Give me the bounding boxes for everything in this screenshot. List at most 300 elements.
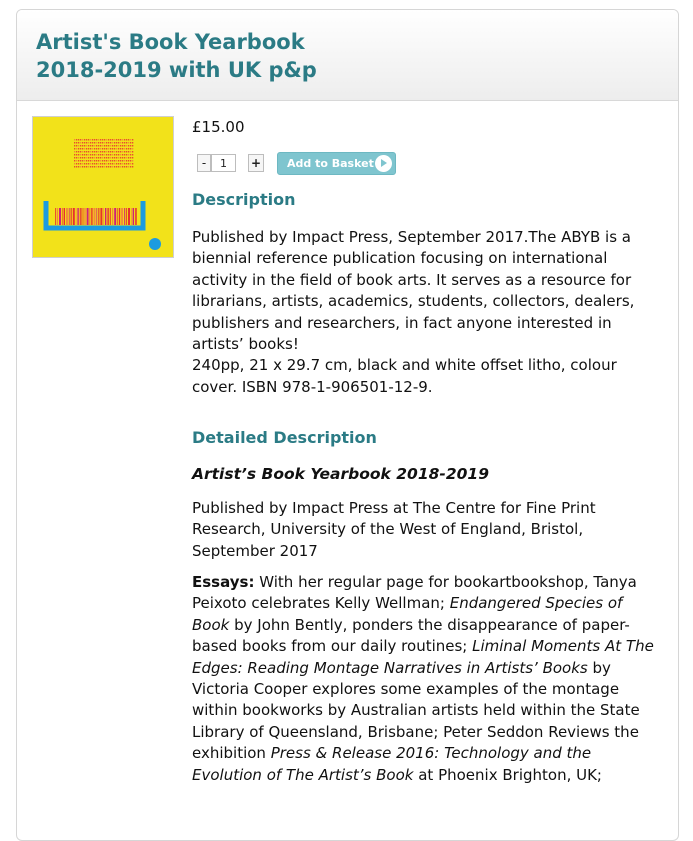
cover-pattern-dot [88, 142, 89, 144]
cover-pattern-dot [124, 157, 125, 159]
cover-pattern-dot [110, 145, 111, 147]
cover-pattern-dot [114, 139, 115, 141]
cover-pattern-dot [94, 154, 95, 156]
cover-barcode-line [126, 208, 127, 225]
cover-pattern-dot [116, 148, 117, 150]
cover-barcode-line [112, 208, 113, 225]
cover-pattern-dot [124, 166, 125, 168]
cover-pattern-dot [84, 145, 85, 147]
cover-pattern-dot [114, 151, 115, 153]
cover-barcode-line [59, 208, 61, 225]
cover-pattern-dot [110, 142, 111, 144]
cover-pattern-dot [86, 163, 87, 165]
cover-pattern-dot [124, 142, 125, 144]
cover-pattern-dot [100, 145, 101, 147]
cover-pattern-dot [122, 142, 123, 144]
cover-pattern-dot [116, 157, 117, 159]
essay-title: Liminal Moments At The Edges: Reading Montage Narratives in Artists’ Books [192, 637, 654, 677]
cover-pattern-dot [82, 139, 83, 141]
cover-pattern-dot [106, 154, 107, 156]
cover-pattern-dot [86, 166, 87, 168]
cover-barcode-line [100, 208, 102, 225]
cover-pattern-dot [108, 166, 109, 168]
cover-pattern-dot [78, 148, 79, 150]
cover-pattern-dot [98, 142, 99, 144]
cover-pattern-dot [86, 142, 87, 144]
cover-pattern-dot [108, 148, 109, 150]
cover-pattern-dot [84, 157, 85, 159]
cover-pattern-dot [84, 154, 85, 156]
cover-pattern-dot [80, 151, 81, 153]
cover-pattern-dot [106, 148, 107, 150]
cover-pattern-dot [76, 154, 77, 156]
cover-pattern-dot [92, 160, 93, 162]
cover-pattern-dot [96, 157, 97, 159]
cover-pattern-dot [108, 157, 109, 159]
cover-barcode-line [135, 208, 137, 225]
description-text [192, 227, 660, 398]
cover-pattern-dot [102, 157, 103, 159]
cover-pattern-dot [122, 166, 123, 168]
cover-barcode-line [90, 208, 91, 225]
cover-pattern-dot [128, 139, 129, 141]
cover-pattern-dot [120, 157, 121, 159]
cover-pattern-dot [118, 142, 119, 144]
cover-pattern-dot [76, 160, 77, 162]
cover-pattern-dot [80, 160, 81, 162]
cover-pattern-dot [116, 154, 117, 156]
cover-pattern-dot [74, 145, 75, 147]
cover-barcode-line [73, 208, 75, 225]
cover-pattern-dot [78, 157, 79, 159]
cover-pattern-dot [104, 142, 105, 144]
cover-pattern-dot [110, 166, 111, 168]
cover-pattern-dot [124, 148, 125, 150]
cover-pattern-dot [98, 166, 99, 168]
cover-pattern-dot [86, 157, 87, 159]
cover-pattern-dot [102, 145, 103, 147]
cover-pattern-dot [90, 145, 91, 147]
cover-pattern-dot [82, 151, 83, 153]
cover-pattern-dot [76, 163, 77, 165]
cover-pattern-dot [110, 151, 111, 153]
cover-pattern-dot [116, 145, 117, 147]
cover-barcode-line [96, 208, 97, 225]
cover-pattern-dot [74, 154, 75, 156]
cover-pattern-dot [84, 160, 85, 162]
cover-pattern-dot [88, 139, 89, 141]
cover-barcode-line [91, 208, 92, 225]
cover-pattern-dot [90, 154, 91, 156]
cover-pattern-dot [74, 142, 75, 144]
cover-pattern-dot [76, 145, 77, 147]
cover-pattern-dot [84, 148, 85, 150]
cover-pattern-dot [88, 166, 89, 168]
cover-pattern-dot [112, 151, 113, 153]
cover-barcode-line [98, 208, 99, 225]
cover-barcode-line [124, 208, 125, 225]
cover-pattern-dot [98, 163, 99, 165]
cover-pattern-dot [120, 154, 121, 156]
cover-pattern-dot [114, 145, 115, 147]
cover-pattern-dot [78, 160, 79, 162]
cover-pattern-dot [124, 151, 125, 153]
cover-pattern-dot [132, 154, 133, 156]
cover-pattern-dot [86, 154, 87, 156]
essays-part: at Phoenix Brighton, UK; [413, 765, 602, 784]
cover-pattern-dot [86, 148, 87, 150]
cover-pattern-dot [112, 163, 113, 165]
cover-barcode-line [119, 208, 120, 225]
cover-pattern-dot [116, 163, 117, 165]
cover-pattern-dot [80, 139, 81, 141]
cover-pattern-dot [78, 163, 79, 165]
cover-pattern-dot [104, 148, 105, 150]
cover-pattern-dot [124, 160, 125, 162]
description-heading: Description [192, 190, 296, 209]
cover-pattern-dot [90, 160, 91, 162]
cover-pattern-dot [102, 154, 103, 156]
cover-pattern-dot [118, 163, 119, 165]
cover-pattern-dot [102, 139, 103, 141]
cover-pattern-dot [106, 157, 107, 159]
cover-pattern-dot [104, 139, 105, 141]
cover-pattern-dot [126, 142, 127, 144]
cover-pattern-dot [96, 151, 97, 153]
cover-pattern-dot [94, 151, 95, 153]
cover-pattern-dot [92, 157, 93, 159]
cover-barcode-line [103, 208, 104, 225]
cover-pattern-dot [130, 163, 131, 165]
cover-pattern-dot [128, 142, 129, 144]
arrow-right-icon [375, 155, 392, 172]
cover-barcode-line [83, 208, 84, 225]
cover-pattern-dot [88, 154, 89, 156]
cover-pattern-dot [122, 139, 123, 141]
cover-pattern-dot [74, 160, 75, 162]
cover-pattern-dot [82, 160, 83, 162]
cover-pattern-dot [96, 160, 97, 162]
cover-pattern-dot [126, 157, 127, 159]
cover-pattern-dot [110, 148, 111, 150]
cover-pattern-dot [122, 148, 123, 150]
cover-pattern-dot [112, 157, 113, 159]
essays-part: by John Bently, ponders the disappearance of paper-based books from our daily routines; [192, 615, 630, 656]
cover-pattern-dot [102, 142, 103, 144]
cover-pattern-dot [116, 151, 117, 153]
cover-pattern-dot [74, 166, 75, 168]
quantity-input[interactable] [211, 154, 236, 172]
cover-pattern-dot [132, 166, 133, 168]
cover-pattern-dot [126, 166, 127, 168]
cover-pattern-dot [128, 157, 129, 159]
cover-pattern-dot [88, 163, 89, 165]
cover-pattern-dot [78, 142, 79, 144]
cover-pattern-dot [104, 151, 105, 153]
cover-pattern-dot [84, 139, 85, 141]
cover-pattern-dot [130, 154, 131, 156]
cover-pattern-dot [128, 163, 129, 165]
cover-pattern-dot [80, 157, 81, 159]
cover-pattern-dot [92, 166, 93, 168]
cover-barcode-line [71, 208, 72, 225]
cover-pattern-dot [108, 154, 109, 156]
cover-pattern-dot [96, 154, 97, 156]
cover-pattern-dot [104, 163, 105, 165]
cover-barcode-line [87, 208, 89, 225]
cover-pattern-dot [128, 160, 129, 162]
cover-pattern-dot [108, 139, 109, 141]
cover-pattern-dot [122, 154, 123, 156]
cover-pattern-dot [130, 142, 131, 144]
cover-pattern-dot [102, 160, 103, 162]
cover-pattern-dot [108, 151, 109, 153]
cover-pattern-dot [106, 142, 107, 144]
cover-pattern-dot [76, 151, 77, 153]
cover-pattern-dot [94, 157, 95, 159]
cover-pattern-dot [104, 157, 105, 159]
cover-barcode-line [117, 208, 118, 225]
cover-pattern-dot [80, 154, 81, 156]
cover-pattern-dot [84, 166, 85, 168]
cover-pattern-dot [124, 145, 125, 147]
cover-pattern-dot [118, 145, 119, 147]
cover-pattern-dot [128, 145, 129, 147]
cover-pattern-dot [100, 163, 101, 165]
cover-pattern-dot [120, 163, 121, 165]
cover-barcode-line [64, 208, 65, 225]
cover-pattern-dot [96, 145, 97, 147]
cover-pattern-dot [132, 139, 133, 141]
cover-pattern-dot [132, 157, 133, 159]
cover-pattern-dot [94, 148, 95, 150]
add-to-basket-button[interactable] [277, 152, 396, 175]
cover-pattern-dot [110, 154, 111, 156]
product-title-line2: 2018-2019 with UK p&p [36, 58, 317, 82]
cover-pattern-dot [80, 145, 81, 147]
cover-pattern-dot [86, 160, 87, 162]
cover-dot [149, 238, 161, 250]
cover-pattern-dot [82, 148, 83, 150]
cover-pattern-dot [76, 157, 77, 159]
cover-pattern-dot [106, 166, 107, 168]
cover-barcode-line [62, 208, 63, 225]
cover-pattern-dot [90, 148, 91, 150]
cover-pattern-dot [92, 139, 93, 141]
cover-pattern-dot [118, 160, 119, 162]
cover-pattern-dot [126, 145, 127, 147]
cover-pattern-dot [118, 139, 119, 141]
cover-pattern-dot [92, 142, 93, 144]
cover-pattern-dot [106, 163, 107, 165]
cover-pattern-dot [132, 163, 133, 165]
product-price: £15.00 [192, 118, 245, 136]
cover-pattern-dot [98, 154, 99, 156]
cover-pattern-dot [124, 163, 125, 165]
cover-pattern-dot [122, 145, 123, 147]
cover-pattern-dot [122, 157, 123, 159]
cover-pattern-dot [88, 145, 89, 147]
cover-pattern-dot [94, 142, 95, 144]
cover-barcode-line [105, 208, 106, 225]
cover-pattern-dot [98, 151, 99, 153]
cover-pattern-dot [74, 148, 75, 150]
cover-pattern-dot [120, 166, 121, 168]
cover-pattern-dot [92, 163, 93, 165]
cover-barcode-line [66, 208, 68, 225]
cover-pattern-dot [96, 166, 97, 168]
cover-pattern-dot [92, 148, 93, 150]
cover-pattern-dot [80, 163, 81, 165]
cover-pattern-dot [114, 160, 115, 162]
cover-pattern-dot [118, 151, 119, 153]
cover-pattern-dot [120, 145, 121, 147]
cover-pattern-dot [82, 166, 83, 168]
cover-pattern-dot [96, 142, 97, 144]
cover-pattern-dot [82, 145, 83, 147]
cover-pattern-dot [124, 139, 125, 141]
cover-pattern-dot [78, 154, 79, 156]
cover-pattern-dot [92, 145, 93, 147]
cover-pattern-dot [84, 151, 85, 153]
quantity-increase-button[interactable]: + [248, 154, 264, 172]
cover-pattern-dot [132, 142, 133, 144]
cover-pattern-dot [112, 142, 113, 144]
cover-pattern-dot [96, 139, 97, 141]
cover-pattern-dot [132, 151, 133, 153]
cover-pattern-dot [88, 160, 89, 162]
cover-pattern-dot [112, 166, 113, 168]
cover-pattern-dot [130, 148, 131, 150]
cover-pattern-dot [130, 151, 131, 153]
cover-pattern-dot [120, 148, 121, 150]
cover-pattern-dot [114, 154, 115, 156]
cover-barcode-line [76, 208, 77, 225]
cover-pattern-dot [76, 142, 77, 144]
cover-pattern-dot [116, 139, 117, 141]
cover-barcode-line [77, 208, 78, 225]
cover-barcode-line [69, 208, 70, 225]
cover-pattern-dot [128, 154, 129, 156]
description-specs: 240pp, 21 x 29.7 cm, black and white offset litho, colour cover. ISBN 978-1-906501-12-9. [192, 356, 617, 396]
cover-barcode-line [121, 208, 123, 225]
cover-pattern-dot [78, 145, 79, 147]
cover-pattern-dot [100, 151, 101, 153]
cover-pattern-dot [90, 163, 91, 165]
cover-pattern-dot [100, 160, 101, 162]
cover-barcode-line [55, 208, 56, 225]
cover-pattern-dot [100, 139, 101, 141]
cover-pattern-dot [114, 163, 115, 165]
description-paragraph: Published by Impact Press, September 2017.The ABYB is a biennial reference publication focusing on international activity in the field of book arts. It serves as a resource for librarians, artists, academics, students, collectors, dealers, publishers and researchers, in fact anyone interested in artists’ books! [192, 228, 635, 354]
essay-title: Endangered Species of Book [192, 594, 623, 634]
cover-pattern-dot [122, 151, 123, 153]
cover-pattern-dot [116, 160, 117, 162]
essays-text [192, 572, 660, 786]
quantity-decrease-button[interactable]: - [197, 154, 211, 172]
cover-pattern-dot [94, 163, 95, 165]
essays-part: by Victoria Cooper explores some examples of the montage within bookworks by Australian artists held within the State Library of Queensland, Brisbane; Peter Seddon Reviews the exhibition [192, 658, 640, 763]
cover-pattern-dot [110, 160, 111, 162]
cover-pattern-dot [102, 151, 103, 153]
cover-pattern-dot [98, 160, 99, 162]
cover-pattern-dot [92, 151, 93, 153]
cover-pattern-dot [96, 148, 97, 150]
cover-barcode-line [80, 208, 82, 225]
cover-pattern-dot [98, 145, 99, 147]
cover-pattern-dot [90, 142, 91, 144]
cover-pattern-dot [100, 142, 101, 144]
cover-pattern-dot [116, 142, 117, 144]
cover-pattern-dot [96, 163, 97, 165]
cover-pattern-dot [100, 148, 101, 150]
cover-pattern-dot [126, 163, 127, 165]
cover-pattern-dot [110, 163, 111, 165]
cover-pattern-dot [122, 160, 123, 162]
cover-pattern-dot [128, 151, 129, 153]
cover-pattern-dot [88, 148, 89, 150]
cover-pattern-dot [76, 166, 77, 168]
cover-pattern-dot [86, 151, 87, 153]
cover-pattern-dot [82, 163, 83, 165]
cover-pattern-dot [120, 142, 121, 144]
cover-pattern-dot [94, 145, 95, 147]
cover-pattern-dot [100, 166, 101, 168]
cover-pattern-dot [130, 157, 131, 159]
cover-pattern-dot [128, 166, 129, 168]
cover-pattern-dot [90, 157, 91, 159]
cover-pattern-dot [114, 142, 115, 144]
cover-pattern-dot [88, 157, 89, 159]
cover-pattern-dot [112, 148, 113, 150]
cover-pattern-dot [132, 148, 133, 150]
cover-barcode-line [110, 208, 111, 225]
cover-pattern-dot [100, 154, 101, 156]
cover-pattern-dot [90, 166, 91, 168]
book-cover-image [33, 117, 173, 257]
cover-pattern-dot [118, 157, 119, 159]
cover-pattern-dot [114, 166, 115, 168]
cover-barcode-line [133, 208, 134, 225]
cover-pattern-dot [118, 154, 119, 156]
cover-pattern-dot [130, 160, 131, 162]
cover-pattern-dot [104, 160, 105, 162]
product-title-line1: Artist's Book Yearbook [36, 30, 305, 54]
essays-part: With her regular page for bookartbookshop, Tanya Peixoto celebrates Kelly Wellman; [192, 573, 637, 613]
cover-pattern-dot [122, 163, 123, 165]
cover-pattern-dot [110, 139, 111, 141]
cover-pattern-dot [88, 151, 89, 153]
product-title [36, 28, 636, 84]
cover-pattern-dot [110, 157, 111, 159]
cover-pattern-dot [106, 145, 107, 147]
cover-pattern-dot [112, 145, 113, 147]
cover-pattern-dot [86, 139, 87, 141]
product-image[interactable] [32, 116, 174, 258]
cover-pattern-dot [108, 163, 109, 165]
cover-pattern-dot [114, 148, 115, 150]
cover-barcode-line [114, 208, 116, 225]
cover-pattern-dot [98, 157, 99, 159]
cover-pattern-dot [94, 166, 95, 168]
cover-pattern-dot [126, 151, 127, 153]
cover-barcode-line [107, 208, 109, 225]
cover-pattern-dot [94, 139, 95, 141]
cover-pattern-dot [102, 163, 103, 165]
cover-pattern-dot [112, 160, 113, 162]
cover-barcode-line [57, 208, 58, 225]
cover-pattern-dot [132, 160, 133, 162]
